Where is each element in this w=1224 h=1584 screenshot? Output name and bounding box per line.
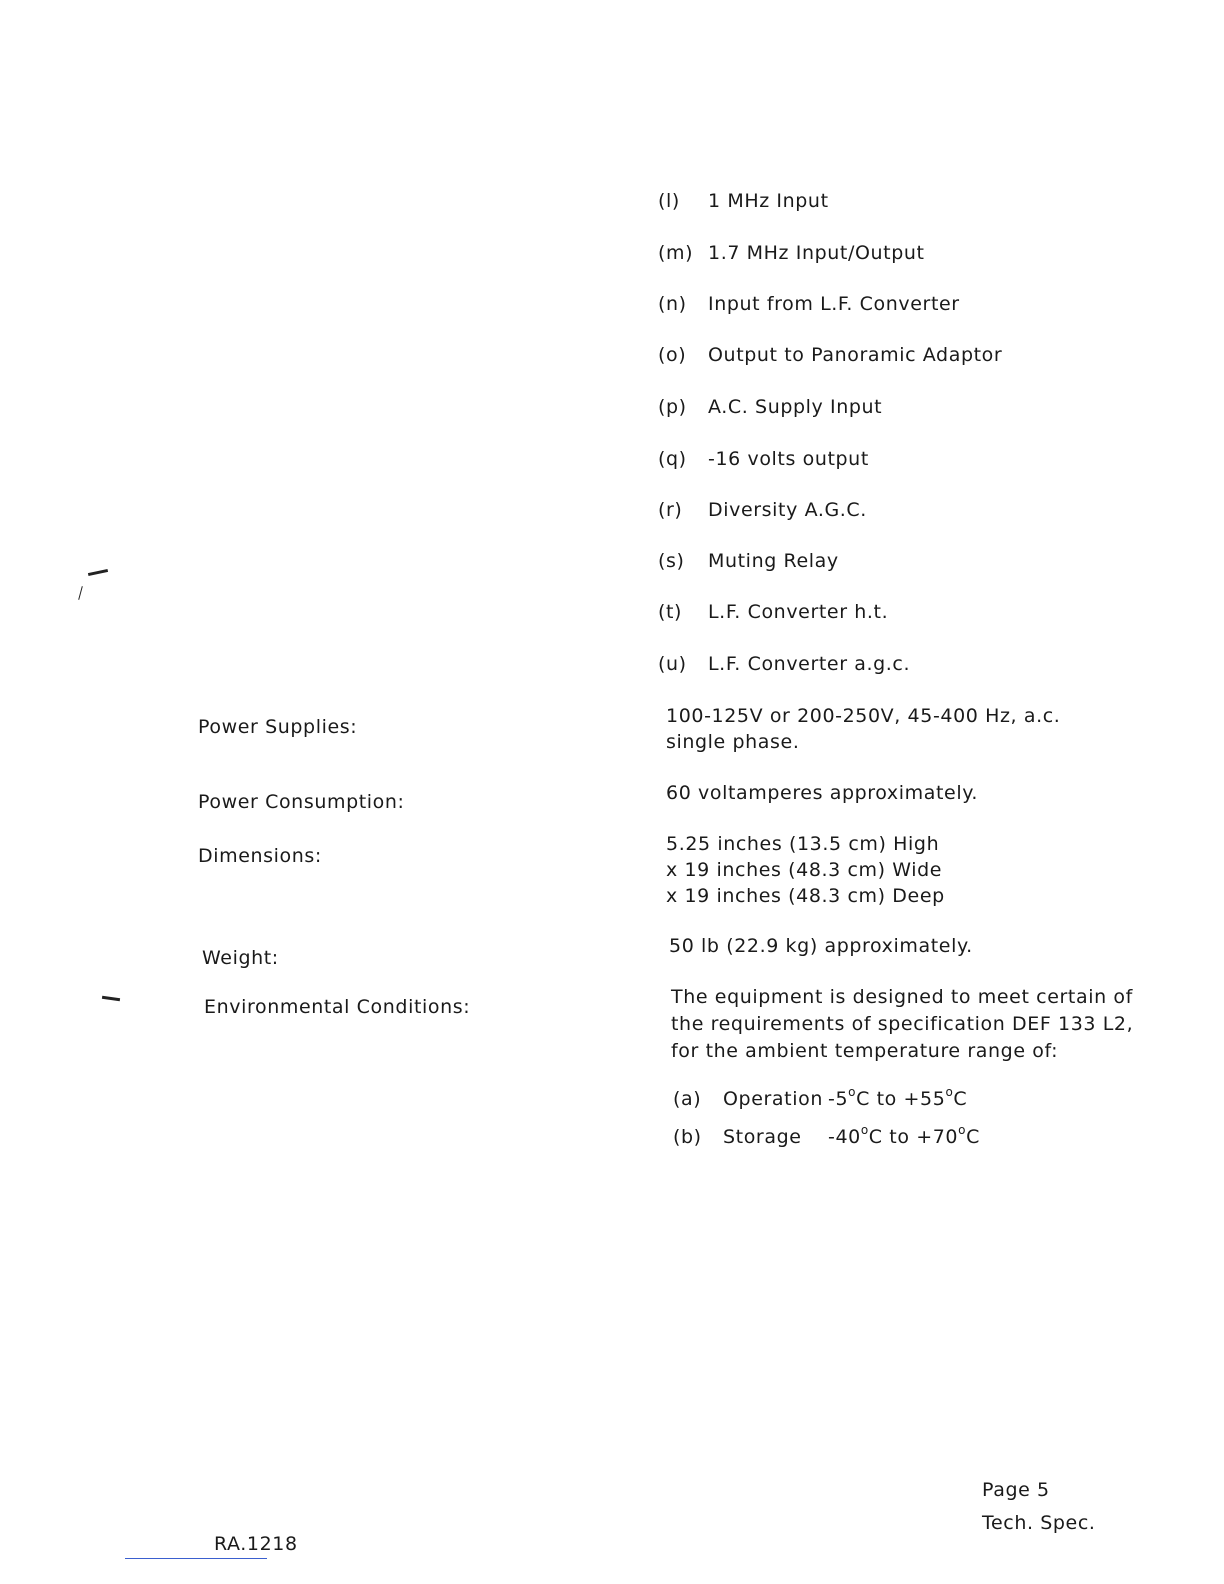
temperature-key: (a) — [673, 1088, 702, 1110]
connection-item — [658, 190, 829, 212]
temperature-low: -40 — [828, 1126, 861, 1148]
value-line: 60 voltamperes approximately. — [666, 782, 979, 804]
document-type: Tech. Spec. — [982, 1512, 1096, 1534]
dimensions-value — [666, 831, 945, 909]
connection-item — [658, 653, 910, 675]
connection-key: (o) — [658, 344, 687, 366]
temperature-mid: C to +55 — [856, 1088, 946, 1110]
scan-mark — [78, 586, 83, 600]
connection-text: L.F. Converter h.t. — [708, 601, 889, 623]
temperature-unit: C — [966, 1126, 980, 1148]
environmental-label: Environmental Conditions: — [204, 996, 471, 1018]
connection-text: Output to Panoramic Adaptor — [708, 344, 1003, 366]
connection-key: (m) — [658, 242, 694, 264]
degree-symbol: o — [958, 1123, 967, 1137]
connection-key: (l) — [658, 190, 680, 212]
connection-text: A.C. Supply Input — [708, 396, 883, 418]
dimensions-label: Dimensions: — [198, 845, 322, 867]
connection-key: (t) — [658, 601, 683, 623]
power-consumption-value — [666, 780, 978, 806]
connection-text: Muting Relay — [708, 550, 839, 572]
footer-underline — [125, 1558, 267, 1559]
connection-item — [658, 242, 925, 264]
degree-symbol: o — [945, 1085, 954, 1099]
value-line: for the ambient temperature range of: — [671, 1040, 1059, 1062]
connection-item — [658, 601, 888, 623]
connection-text: L.F. Converter a.g.c. — [708, 653, 911, 675]
connection-item — [658, 499, 867, 521]
connection-text: 1.7 MHz Input/Output — [708, 242, 925, 264]
temperature-low: -5 — [828, 1088, 849, 1110]
scan-mark — [88, 569, 108, 576]
connection-key: (q) — [658, 448, 687, 470]
connection-key: (n) — [658, 293, 687, 315]
connection-key: (u) — [658, 653, 687, 675]
value-line: 100-125V or 200-250V, 45-400 Hz, a.c. — [666, 705, 1061, 727]
value-line: 50 lb (22.9 kg) approximately. — [669, 935, 973, 957]
connection-text: Input from L.F. Converter — [708, 293, 960, 315]
degree-symbol: o — [860, 1123, 869, 1137]
weight-value — [669, 933, 973, 959]
value-line: x 19 inches (48.3 cm) Wide — [666, 859, 943, 881]
weight-label: Weight: — [202, 947, 279, 969]
value-line: single phase. — [666, 731, 800, 753]
value-line: the requirements of specification DEF 133 L2, — [671, 1013, 1134, 1035]
connection-item — [658, 293, 960, 315]
value-line: The equipment is designed to meet certain of — [671, 986, 1133, 1008]
connection-text: Diversity A.G.C. — [708, 499, 867, 521]
scan-mark — [102, 996, 120, 1001]
environmental-value — [671, 984, 1133, 1065]
connection-text: 1 MHz Input — [708, 190, 829, 212]
value-line: 5.25 inches (13.5 cm) High — [666, 833, 940, 855]
temperature-row — [673, 1123, 980, 1148]
value-line: x 19 inches (48.3 cm) Deep — [666, 885, 945, 907]
page-number: Page 5 — [982, 1479, 1050, 1501]
temperature-unit: C — [953, 1088, 968, 1110]
temperature-key: (b) — [673, 1126, 702, 1148]
connection-item — [658, 448, 869, 470]
connection-key: (r) — [658, 499, 683, 521]
connection-key: (p) — [658, 396, 687, 418]
power-supplies-value — [666, 703, 1060, 755]
connection-item — [658, 396, 882, 418]
temperature-row — [673, 1085, 968, 1110]
power-consumption-label: Power Consumption: — [198, 791, 405, 813]
power-supplies-label: Power Supplies: — [198, 716, 358, 738]
connection-key: (s) — [658, 550, 685, 572]
connection-item — [658, 344, 1002, 366]
degree-symbol: o — [848, 1085, 857, 1099]
connection-text: -16 volts output — [708, 448, 869, 470]
model-number: RA.1218 — [214, 1533, 298, 1555]
temperature-mid: C to +70 — [868, 1126, 959, 1148]
temperature-name: Operation — [723, 1088, 823, 1110]
temperature-name: Storage — [723, 1126, 802, 1148]
connection-item — [658, 550, 839, 572]
